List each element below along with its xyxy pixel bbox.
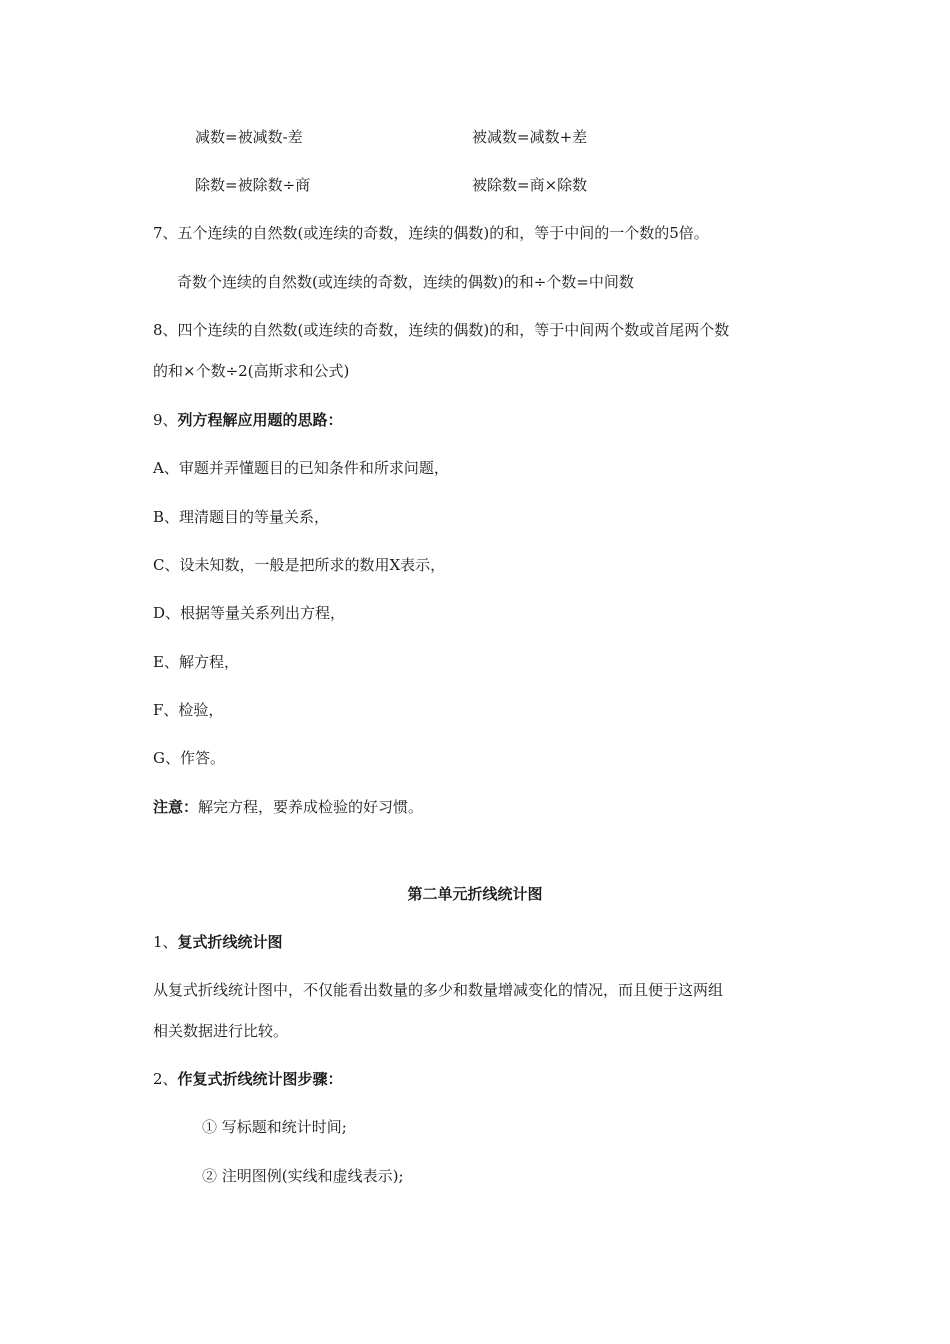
formula-subtrahend: 减数=被减数-差 [195, 128, 303, 146]
section-2-number: 2、 [153, 1070, 178, 1088]
section-2-step-1: ① 写标题和统计时间; [202, 1118, 347, 1136]
unit-2-title: 第二单元折线统计图 [407, 885, 543, 903]
step-a: A、审题并弄懂题目的已知条件和所求问题， [153, 459, 449, 477]
step-g: G、作答。 [153, 749, 225, 767]
section-1-number: 1、 [153, 933, 178, 951]
section-1-title: 复式折线统计图 [177, 933, 283, 951]
step-b: B、理清题目的等量关系， [153, 508, 330, 526]
formula-divisor: 除数=被除数÷商 [195, 176, 311, 194]
step-e: E、解方程， [153, 653, 239, 671]
item-9-title: 列方程解应用题的思路： [177, 411, 343, 429]
section-2-title: 作复式折线统计图步骤： [177, 1070, 343, 1088]
section-2-heading [153, 1069, 343, 1089]
note-label: 注意： [153, 798, 199, 816]
section-1-line-2: 相关数据进行比较。 [153, 1022, 289, 1040]
section-2-step-2: ② 注明图例(实线和虚线表示); [202, 1167, 404, 1185]
formula-dividend: 被除数=商×除数 [472, 176, 588, 194]
item-7-line-1: 7、五个连续的自然数(或连续的奇数，连续的偶数)的和，等于中间的一个数的5倍。 [153, 224, 709, 242]
note-text: 解完方程，要养成检验的好习惯。 [198, 798, 424, 816]
item-9-number: 9、 [153, 411, 178, 429]
step-c: C、设未知数，一般是把所求的数用X表示， [153, 556, 446, 574]
formula-minuend: 被减数=减数+差 [472, 128, 588, 146]
step-d: D、根据等量关系列出方程， [153, 604, 346, 622]
section-1-line-1: 从复式折线统计图中，不仅能看出数量的多少和数量增减变化的情况，而且便于这两组 [153, 981, 724, 999]
note [153, 797, 423, 817]
item-7-line-2: 奇数个连续的自然数(或连续的奇数，连续的偶数)的和÷个数=中间数 [177, 273, 634, 291]
item-8-line-2: 的和×个数÷2(高斯求和公式) [153, 362, 350, 380]
section-1-heading [153, 932, 283, 952]
item-8-line-1: 8、四个连续的自然数(或连续的奇数，连续的偶数)的和，等于中间两个数或首尾两个数 [153, 321, 730, 339]
step-f: F、检验， [153, 701, 224, 719]
item-9-heading [153, 410, 343, 430]
